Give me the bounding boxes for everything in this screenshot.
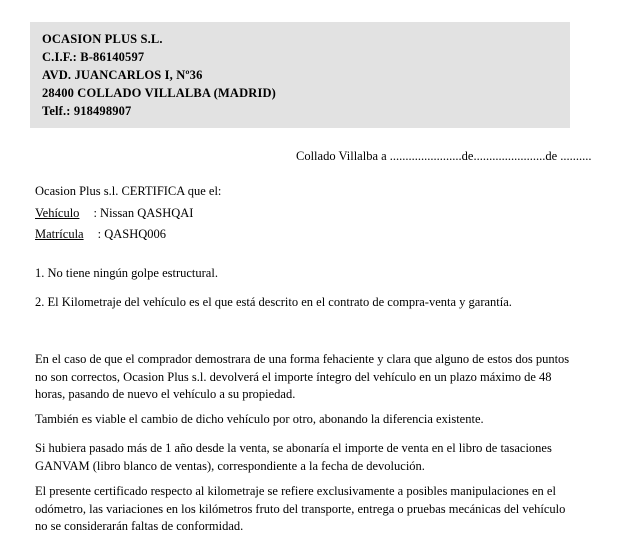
certifica-intro: Ocasion Plus s.l. CERTIFICA que el:	[35, 184, 222, 198]
vehicle-value: : Nissan QASHQAI	[93, 206, 194, 220]
paragraph-2: También es viable el cambio de dicho vehículo por otro, abonando la diferencia existente.	[35, 412, 484, 426]
plate-row	[35, 226, 166, 242]
company-cif: C.I.F.: B-86140597	[42, 50, 145, 64]
paragraph-4: El presente certificado respecto al kilometraje se refiere exclusivamente a posibles manipulaciones en el odómetro, las variaciones en los kilómetros fruto del transporte, entrega o pruebas mecánicas del vehículo no se considerarán faltas de conformidad.	[35, 484, 566, 533]
paragraph-1: En el caso de que el comprador demostrara de una forma fehaciente y clara que alguno de estos dos puntos no son correctos, Ocasion Plus s.l. devolverá el importe íntegro del vehículo en un plazo máximo de 48 horas, pasando de nuevo el vehículo a su propiedad.	[35, 352, 570, 401]
clause-item-1: 1. No tiene ningún golpe estructural.	[35, 266, 218, 280]
plate-label: Matrícula	[35, 227, 84, 241]
company-letterhead	[30, 22, 570, 128]
company-phone: Telf.: 918498907	[42, 104, 132, 118]
dateline: Collado Villalba a .......................de.......................de ..........	[296, 149, 592, 163]
vehicle-row	[35, 205, 193, 221]
paragraph-3: Si hubiera pasado más de 1 año desde la venta, se abonaría el importe de venta en el libro de tasaciones GANVAM (libro blanco de ventas), correspondiente a la fecha de devolución.	[35, 441, 552, 473]
vehicle-label: Vehículo	[35, 206, 80, 220]
clause-item-2: 2. El Kilometraje del vehículo es el que está descrito en el contrato de compra-venta y garantía.	[35, 295, 512, 309]
company-name: OCASION PLUS S.L.	[42, 32, 163, 46]
company-address: AVD. JUANCARLOS I, Nº36	[42, 68, 203, 82]
plate-value: : QASHQ006	[97, 227, 167, 241]
company-city: 28400 COLLADO VILLALBA (MADRID)	[42, 86, 276, 100]
